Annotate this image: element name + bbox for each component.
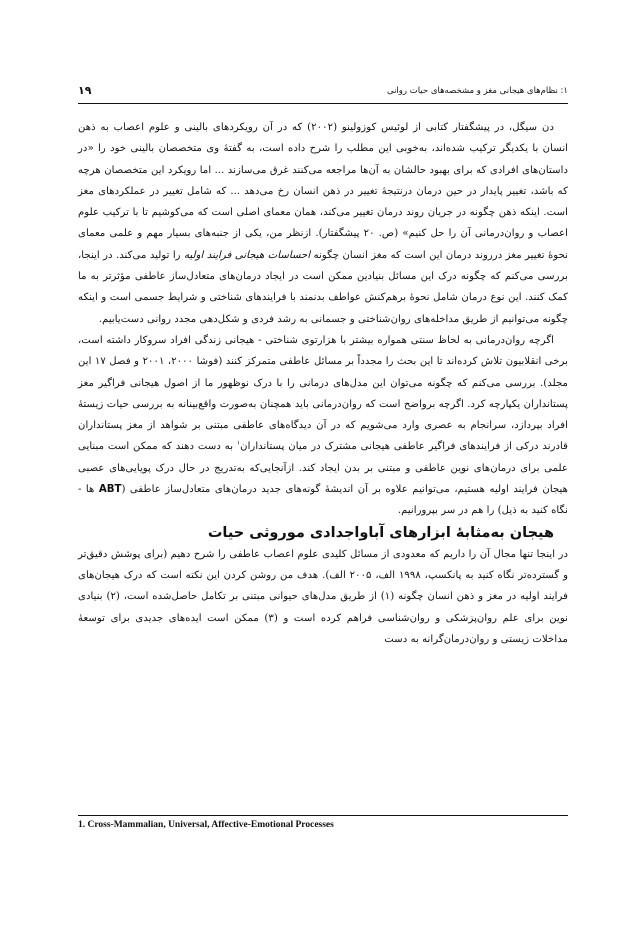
- paragraph-2-end: ها - نگاه کنید به ذیل) را هم در سر بپرورانیم.: [78, 484, 568, 517]
- abt-abbreviation: ABT: [98, 484, 122, 496]
- section-heading: هیجان به‌مثابهٔ ابزارهای آباواجدادی موروثی حیات: [207, 524, 554, 541]
- paragraph-1-emphasis: احساسات هیجانی فرایند اولیه: [184, 249, 311, 261]
- footnote-marker[interactable]: ۱: [236, 440, 241, 448]
- paragraph-3: در اینجا تنها مجال آن را داریم که معدودی از مسائل کلیدی علوم اعصاب عاطفی را شرح دهیم (برای پوشش دقیق‌تر و گسترده‌تر نگاه کنید به پانکسپ، ۱۹۹۸ الف، ۲۰۰۵ الف). هدف من روشن کردن این نکته است که درک هیجان‌های فرایند اولیه در مغز و ذهن انسان چگونه (۱) از طریق مدل‌های حیوانی مبتنی بر تکامل حاصل‌شده است، (۲) بنیادی نوین برای علم روان‌پزشکی و روان‌شناسی فراهم کرده است و (۳) ممکن است ایده‌های جدیدی برای توسعهٔ مداخلات زیستی و روان‌درمان‌گرانه به دست: [78, 548, 568, 645]
- header-rule: [78, 103, 568, 104]
- chapter-title: ۱: نظام‌های هیجانی مغز و مشخصه‌های حیات روانی: [386, 86, 568, 96]
- page-number: ۱۹: [78, 84, 92, 97]
- paragraph-2: [78, 330, 568, 522]
- paragraph-2-part-1: اگرچه روان‌درمانی به لحاظ سنتی همواره بیشتر با هزارتوی شناختی - هیجانی زندگی افراد سروکار داشته است، برخی انقلابیون تلاش کرده‌اند تا این بحث را مجدداً بر مسائل عاطفی متمرکز کنند (فوشا ۲۰۰۰، ۲۰۰۱ و فصل ۱۷ این مجلد). بررسی می‌کنم که چگونه می‌توان این مدل‌های درمانی را با درک نوظهور ما از اصول هیجانی فراگیر مغز پستانداران یکپارچه کرد. اگرچه بر‌واضح است که روان‌درمانی باید همچنان به‌صورت واقع‌بینانه به بررسی حیات زیستهٔ افراد بپردازد، سرانجام به عصری وارد می‌شویم که در آن دیدگاه‌های عاطفی مبتنی بر شواهد از مغز پستانداران قادرند درکی از فرایندهای فراگیر عاطفی هیجانی مشترک در میان پستانداران: [78, 334, 568, 453]
- footnote: 1. Cross-Mammalian, Universal, Affective-Emotional Processes: [78, 820, 334, 830]
- paragraph-1: [78, 117, 568, 330]
- paragraph-1-rest: را تولید می‌کند. در اینجا، بررسی می‌کنم که چگونه درک این مسائل بنیادین ممکن است در ایجاد درمان‌های متعادل‌ساز عاطفی مؤثرتر به ما کمک کنند. این نوع درمان شامل نحوهٔ برهم‌کنش عواطف بدنمند با فرایندهای شناختی و شرایط جسمی است و اینکه چگونه می‌توانیم از طریق مداخله‌های روان‌شناختی و جسمانی به رشد فردی و شکل‌دهی مجدد روانی دست‌یابیم.: [78, 249, 568, 325]
- footnote-rule: [78, 815, 568, 816]
- paragraph-2-part-2: به دست دهند که ممکن است مبنایی علمی برای درمان‌های نوین عاطفی و مبتنی بر بدن ایجاد کند. ازآنجایی‌که به‌تدریج در حال درک پویایی‌های عصبی هیجان فرایند اولیه هستیم، می‌توانیم علاوه بر آن اندیشهٔ گونه‌های جدید درمان‌های متعادل‌ساز عاطفی (: [78, 441, 568, 496]
- running-header: [78, 84, 568, 100]
- paragraph-1-intro: دن سیگل، در پیشگفتار کتابی از لوئیس کوزولینو (۲۰۰۲) که در آن رویکردهای بالینی و علوم اعصاب به ذهن انسان با یکدیگر ترکیب شده‌اند، به‌خوبی این مطلب را شرح داده است، به گفتهٔ وی متخصصان بالینی خود را «در داستان‌های افرادی که برای بهبود حالشان به آن‌ها مراجعه می‌کنند غرق می‌سازند ... اما رویکرد این متخصصان هرچه که باشد، تغییر پایدار در حین درمان درنتیجهٔ تغییر در ذهن انسان رخ می‌دهد ... که شامل تغییر در عملکردهای مغز است. اینکه ذهن چگونه در جریان روند درمان تغییر می‌کند، همان معمای اصلی است که می‌کوشیم تا با ترکیب علوم اعصاب و روان‌درمانی آن را حل کنیم» (ص. ۲۰ پیشگفتار). ازنظر من، یکی از جنبه‌های بسیار مهم و علمی معمای نحوهٔ تغییر مغز درروند درمان این است که مغز انسان چگونه: [78, 122, 569, 261]
- body-text: [78, 117, 568, 650]
